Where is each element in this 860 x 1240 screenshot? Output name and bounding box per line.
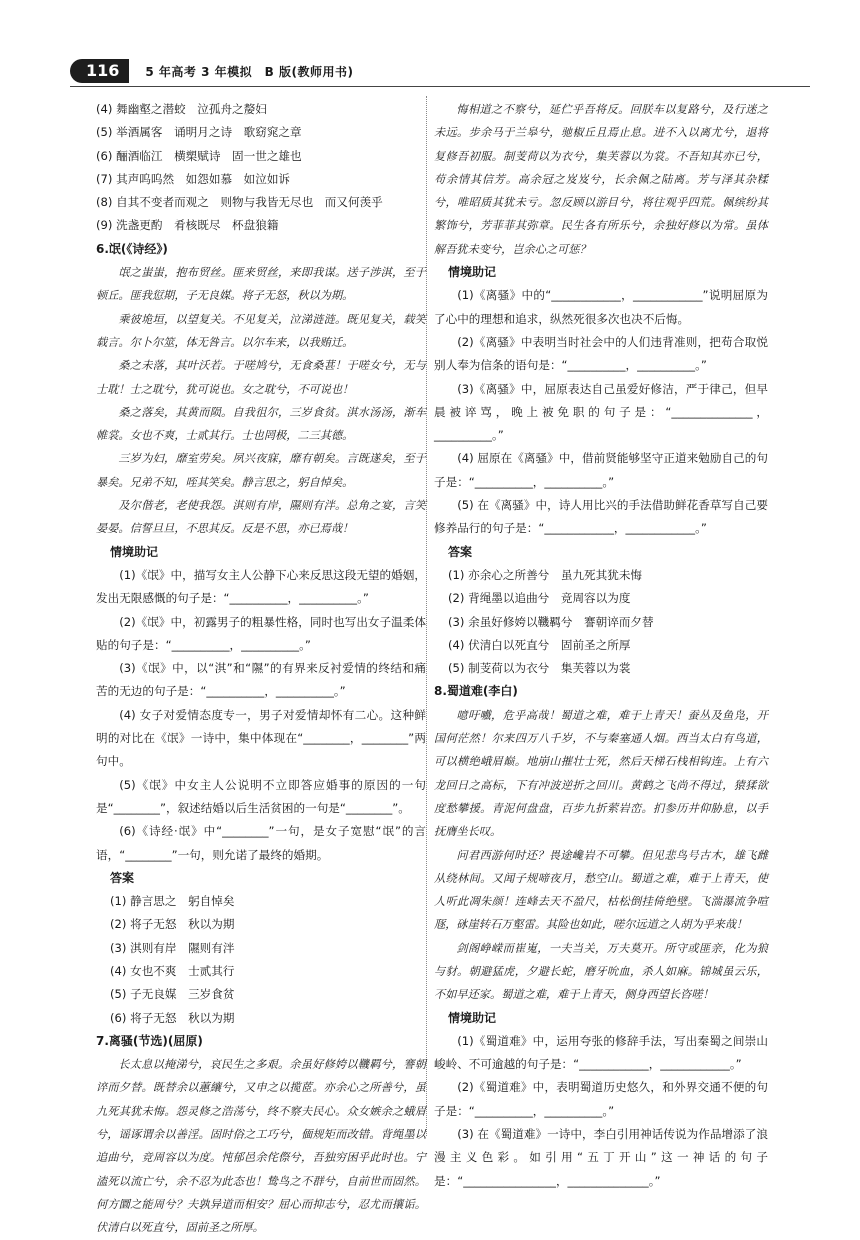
poem-stanza: 氓之蚩蚩，抱布贸丝。匪来贸丝，来即我谋。送子涉淇，至于顿丘。匪我愆期，子无良媒。将子无怒，秋以为期。 <box>96 266 426 303</box>
answer-item: (1) 静言思之 躬自悼矣 <box>110 894 235 909</box>
help-title: 情境助记 <box>448 1010 497 1025</box>
help-title: 情境助记 <box>448 265 497 280</box>
list-item: (6) 酾酒临江 横槊赋诗 固一世之雄也 <box>96 148 302 163</box>
answer-title: 答案 <box>110 870 135 885</box>
poem-stanza: 及尔偕老，老使我怨。淇则有岸，隰则有泮。总角之宴，言笑晏晏。信誓旦旦，不思其反。反是不思，亦已焉哉！ <box>96 499 426 536</box>
question: (4) 女子对爱情态度专一，男子对爱情却怀有二心。这种鲜明的对比在《氓》一诗中，集中体现在“________，________”两句中。 <box>96 707 426 769</box>
poem-stanza: 噫吁嚱，危乎高哉！蜀道之难，难于上青天！蚕丛及鱼凫，开国何茫然！尔来四万八千岁，不与秦塞通人烟。西当太白有鸟道，可以横绝峨眉巅。地崩山摧壮士死，然后天梯石栈相钩连。上有六龙回日之高标，下有冲波逆折之回川。黄鹤之飞尚不得过，猿猱欲度愁攀援。青泥何盘盘，百步九折萦岩峦。扪参历井仰胁息，以手抚膺坐长叹。 <box>434 708 768 839</box>
answer-item: (4) 女也不爽 士贰其行 <box>110 963 235 978</box>
answer-item: (5) 子无良媒 三岁食贫 <box>110 987 235 1002</box>
question: (1)《离骚》中的“____________，____________”说明屈原为了心中的理想和追求，纵然死很多次也决不后悔。 <box>434 288 768 326</box>
answer-item: (3) 余虽好修姱以鞿羁兮 謇朝谇而夕替 <box>448 614 654 629</box>
poem-stanza: 桑之未落，其叶沃若。于嗟鸠兮，无食桑葚！于嗟女兮，无与士耽！士之耽兮，犹可说也。女之耽兮，不可说也！ <box>96 359 426 396</box>
question: (2)《氓》中，初露男子的粗暴性格，同时也写出女子温柔体贴的句子是：“__________，__________。” <box>96 614 426 652</box>
poem-stanza: 剑阁峥嵘而崔嵬，一夫当关，万夫莫开。所守或匪亲，化为狼与豺。朝避猛虎，夕避长蛇，磨牙吮血，杀人如麻。锦城虽云乐，不如早还家。蜀道之难，难于上青天，侧身西望长咨嗟！ <box>434 941 768 1002</box>
left-column <box>96 98 426 1240</box>
right-column <box>434 98 768 1193</box>
section-title-shudaonan: 8.蜀道难(李白) <box>434 684 518 699</box>
poem-stanza: 悔相道之不察兮，延伫乎吾将反。回朕车以复路兮，及行迷之未远。步余马于兰皋兮，驰椒丘且焉止息。进不入以离尤兮，退将复修吾初服。制芰荷以为衣兮，集芙蓉以为裳。不吾知其亦已兮，苟余情其信芳。高余冠之岌岌兮，长余佩之陆离。芳与泽其杂糅兮，唯昭质其犹未亏。忽反顾以游目兮，将往观乎四荒。佩缤纷其繁饰兮，芳菲菲其弥章。民生各有所乐兮，余独好修以为常。虽体解吾犹未变兮，岂余心之可惩？ <box>434 103 768 256</box>
question: (3)《离骚》中，屈原表达自己虽爱好修洁，严于律己，但早晨被谇骂，晚上被免职的句子是：“______________，__________。” <box>434 381 768 443</box>
question: (5) 在《离骚》中，诗人用比兴的手法借助鲜花香草写自己要修养品行的句子是：“____________，____________。” <box>434 498 768 536</box>
question: (5)《氓》中女主人公说明不立即答应婚事的原因的一句是“________”，叙述结婚以后生活贫困的一句是“________”。 <box>96 777 426 815</box>
answer-item: (4) 伏清白以死直兮 固前圣之所厚 <box>448 637 631 652</box>
page-number: 116 <box>70 59 129 83</box>
poem-stanza: 三岁为妇，靡室劳矣。夙兴夜寐，靡有朝矣。言既遂矣，至于暴矣。兄弟不知，咥其笑矣。静言思之，躬自悼矣。 <box>96 452 426 489</box>
list-item: (8) 自其不变者而观之 则物与我皆无尽也 而又何羡乎 <box>96 195 383 210</box>
question: (3)《氓》中，以“淇”和“隰”的有界来反衬爱情的终结和痛苦的无边的句子是：“__________，__________。” <box>96 661 426 699</box>
answer-item: (2) 将子无怒 秋以为期 <box>110 917 235 932</box>
question: (4) 屈原在《离骚》中，借前贤能够坚守正道来勉励自己的句子是：“__________，__________。” <box>434 451 768 489</box>
poem-stanza: 桑之落矣，其黄而陨。自我徂尔，三岁食贫。淇水汤汤，渐车帷裳。女也不爽，士贰其行。士也罔极，二三其德。 <box>96 405 426 443</box>
section-title-mang: 6.氓(《诗经》) <box>96 241 168 256</box>
answer-item: (2) 背绳墨以追曲兮 竞周容以为度 <box>448 591 631 606</box>
poem-stanza: 乘彼垝垣，以望复关。不见复关，泣涕涟涟。既见复关，载笑载言。尔卜尔筮，体无咎言。以尔车来，以我贿迁。 <box>96 312 426 349</box>
question: (1)《氓》中，描写女主人公静下心来反思这段无望的婚姻，发出无限感慨的句子是：“__________，__________。” <box>96 567 426 606</box>
answer-item: (3) 淇则有岸 隰则有泮 <box>110 940 235 955</box>
answer-item: (1) 亦余心之所善兮 虽九死其犹未悔 <box>448 567 643 582</box>
poem-stanza: 问君西游何时还？畏途巉岩不可攀。但见悲鸟号古木，雄飞雌从绕林间。又闻子规啼夜月，愁空山。蜀道之难，难于上青天，使人听此凋朱颜！连峰去天不盈尺，枯松倒挂倚绝壁。飞湍瀑流争喧豗，砯崖转石万壑雷。其险也如此，嗟尔远道之人胡为乎来哉！ <box>434 848 768 932</box>
answer-item: (5) 制芰荷以为衣兮 集芙蓉以为裳 <box>448 661 631 676</box>
poem-stanza: 长太息以掩涕兮，哀民生之多艰。余虽好修姱以鞿羁兮，謇朝谇而夕替。既替余以蕙纕兮，又申之以揽茝。亦余心之所善兮，虽九死其犹未悔。怨灵修之浩荡兮，终不察夫民心。众女嫉余之蛾眉兮，谣诼谓余以善淫。固时俗之工巧兮，偭规矩而改错。背绳墨以追曲兮，竞周容以为度。忳郁邑余侘傺兮，吾独穷困乎此时也。宁溘死以流亡兮，余不忍为此态也！鸷鸟之不群兮，自前世而固然。何方圜之能周兮？夫孰异道而相安？屈心而抑志兮，忍尤而攘诟。伏清白以死直兮，固前圣之所厚。 <box>96 1058 426 1235</box>
list-item: (5) 举酒属客 诵明月之诗 歌窈窕之章 <box>96 125 302 140</box>
question: (3) 在《蜀道难》一诗中，李白引用神话传说为作品增添了浪漫主义色彩。如引用“五丁开山”这一神话的句子是：“________________，______________。” <box>434 1127 768 1188</box>
header-rule <box>70 86 810 87</box>
section-title-lisao: 7.离骚(节选)(屈原) <box>96 1033 203 1048</box>
question: (1)《蜀道难》中，运用夸张的修辞手法，写出秦蜀之间崇山峻岭、不可逾越的句子是：“____________，____________。” <box>434 1033 768 1072</box>
question: (2)《蜀道难》中，表明蜀道历史悠久，和外界交通不便的句子是：“__________，__________。” <box>434 1080 768 1118</box>
list-item: (4) 舞幽壑之潜蛟 泣孤舟之嫠妇 <box>96 102 267 116</box>
question: (6)《诗经·氓》中“________”一句，是女子宽慰“氓”的言语，“________”一句，则允诺了最终的婚期。 <box>96 824 426 862</box>
help-title: 情境助记 <box>110 544 159 559</box>
page-header <box>70 58 810 84</box>
list-item: (9) 洗盏更酌 肴核既尽 杯盘狼籍 <box>96 218 279 233</box>
column-divider <box>426 96 427 1136</box>
list-item: (7) 其声呜呜然 如怨如慕 如泣如诉 <box>96 171 291 186</box>
answer-item: (6) 将子无怒 秋以为期 <box>110 1010 235 1025</box>
book-title: 5 年高考 3 年模拟 B 版(教师用书) <box>145 64 354 79</box>
question: (2)《离骚》中表明当时社会中的人们违背准则，把苟合取悦别人奉为信条的语句是：“__________，__________。” <box>434 334 768 373</box>
answer-title: 答案 <box>448 544 473 559</box>
